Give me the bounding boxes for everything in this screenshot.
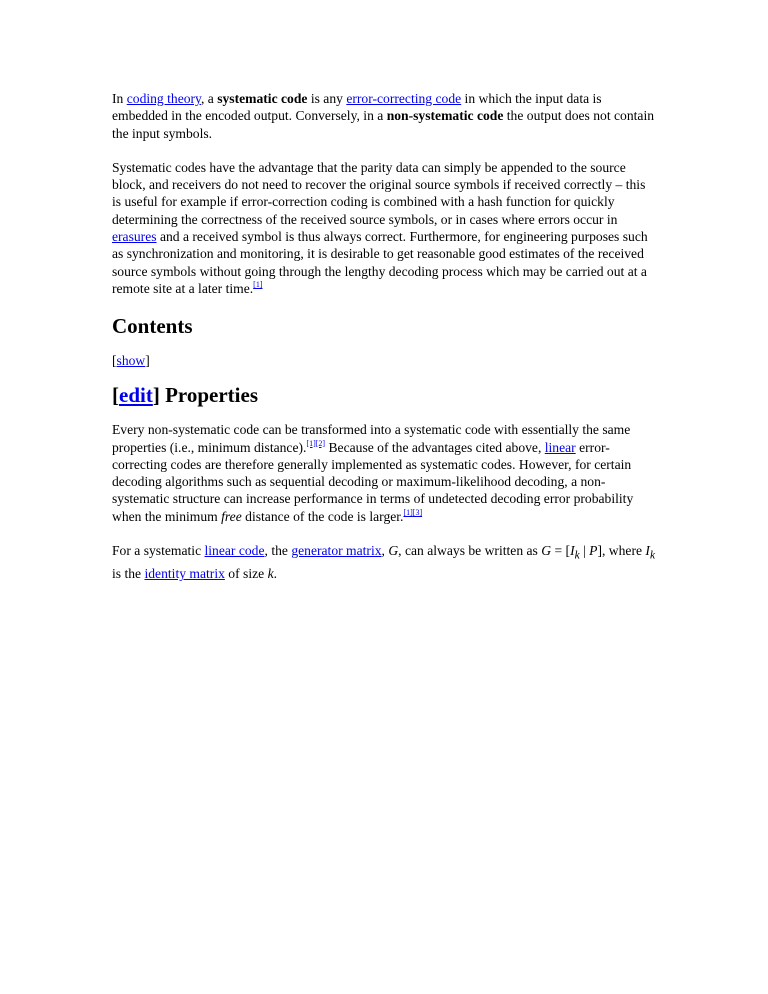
properties-heading [112, 383, 657, 407]
link-identity-matrix[interactable]: identity matrix [144, 566, 225, 582]
text: , [381, 543, 389, 559]
math-k: k [267, 566, 274, 582]
intro-paragraph-1 [112, 90, 657, 142]
properties-paragraph-2 [112, 542, 657, 582]
text: Every non-systematic code can be transformed into a systematic code with essentially the same properties (i.e., minimum distance). [112, 422, 631, 455]
text: ], where [597, 543, 646, 559]
intro-paragraph-2 [112, 159, 657, 297]
bracket: [ [112, 353, 117, 369]
bracket: ] [145, 353, 150, 369]
ref-2[interactable]: [2] [315, 438, 326, 448]
link-linear[interactable]: linear [544, 439, 576, 455]
term-non-systematic-code: non-systematic code [386, 108, 504, 124]
text: of size [224, 566, 268, 582]
text: For a systematic [112, 543, 205, 559]
article-body [112, 90, 657, 599]
math-I: I [570, 543, 575, 559]
text: In [112, 91, 127, 106]
link-coding-theory[interactable]: coding theory [126, 91, 201, 106]
edit-section-link[interactable]: edit [119, 383, 153, 408]
text: , can always be written as [398, 543, 542, 559]
text: , the [264, 543, 292, 559]
contents-heading: Contents [112, 314, 193, 339]
math-I: I [645, 543, 650, 559]
ref-3[interactable]: [3] [412, 507, 423, 517]
show-contents-link[interactable]: show [116, 353, 146, 369]
link-generator-matrix[interactable]: generator matrix [291, 543, 382, 559]
math-G: G [388, 543, 399, 559]
text: error-correcting codes are therefore generally implemented as systematic codes. However, for certain decoding algorithms such as sequential decoding or maximum-likelihood decoding, a non-systematic structure can increase performance in terms of undetected decoding error probability when the minimum [112, 439, 634, 524]
text: is the [112, 566, 145, 582]
text: . [273, 566, 278, 582]
bracket: ] [152, 383, 160, 408]
text: | [579, 543, 590, 559]
term-systematic-code: systematic code [217, 91, 308, 106]
math-G: G [541, 543, 552, 559]
text: Systematic codes have the advantage that the parity data can simply be appended to the source block, and receivers do not need to recover the original source symbols if received correctly – this is useful for example if error-correction coding is combined with a hash function for quickly determining the correctness of the received source symbols, or in cases where errors occur in [112, 159, 646, 227]
text: distance of the code is larger. [241, 508, 404, 524]
link-error-correcting-code[interactable]: error-correcting code [346, 91, 462, 106]
text: in which the input data is embedded in the encoded output. Conversely, in a [112, 91, 602, 124]
ref-1[interactable]: [1] [253, 279, 263, 289]
link-erasures[interactable]: erasures [112, 229, 157, 245]
text: is any [307, 91, 347, 106]
properties-paragraph-1 [112, 421, 657, 525]
contents-toggle [112, 352, 657, 369]
ref-1[interactable]: [1] [306, 438, 316, 448]
text: , a [200, 91, 218, 106]
text: Because of the advantages cited above, [325, 439, 545, 455]
italic-free: free [221, 508, 242, 524]
math-P: P [589, 543, 598, 559]
text: and a received symbol is thus always correct. Furthermore, for engineering purposes such as synchronization and monitoring, it is desirable to get reasonable good estimates of the received source symbols without going through the lengthy decoding process which may be carried out at a remote site at a later time. [112, 229, 648, 296]
text: = [ [551, 543, 571, 559]
math-subscript-k: k [649, 549, 655, 562]
section-title: Properties [159, 383, 258, 408]
link-linear-code[interactable]: linear code [204, 543, 265, 559]
ref-1[interactable]: [1] [403, 507, 413, 517]
math-subscript-k: k [574, 549, 580, 562]
bracket: [ [112, 383, 119, 408]
text: the output does not contain the input symbols. [112, 108, 655, 141]
